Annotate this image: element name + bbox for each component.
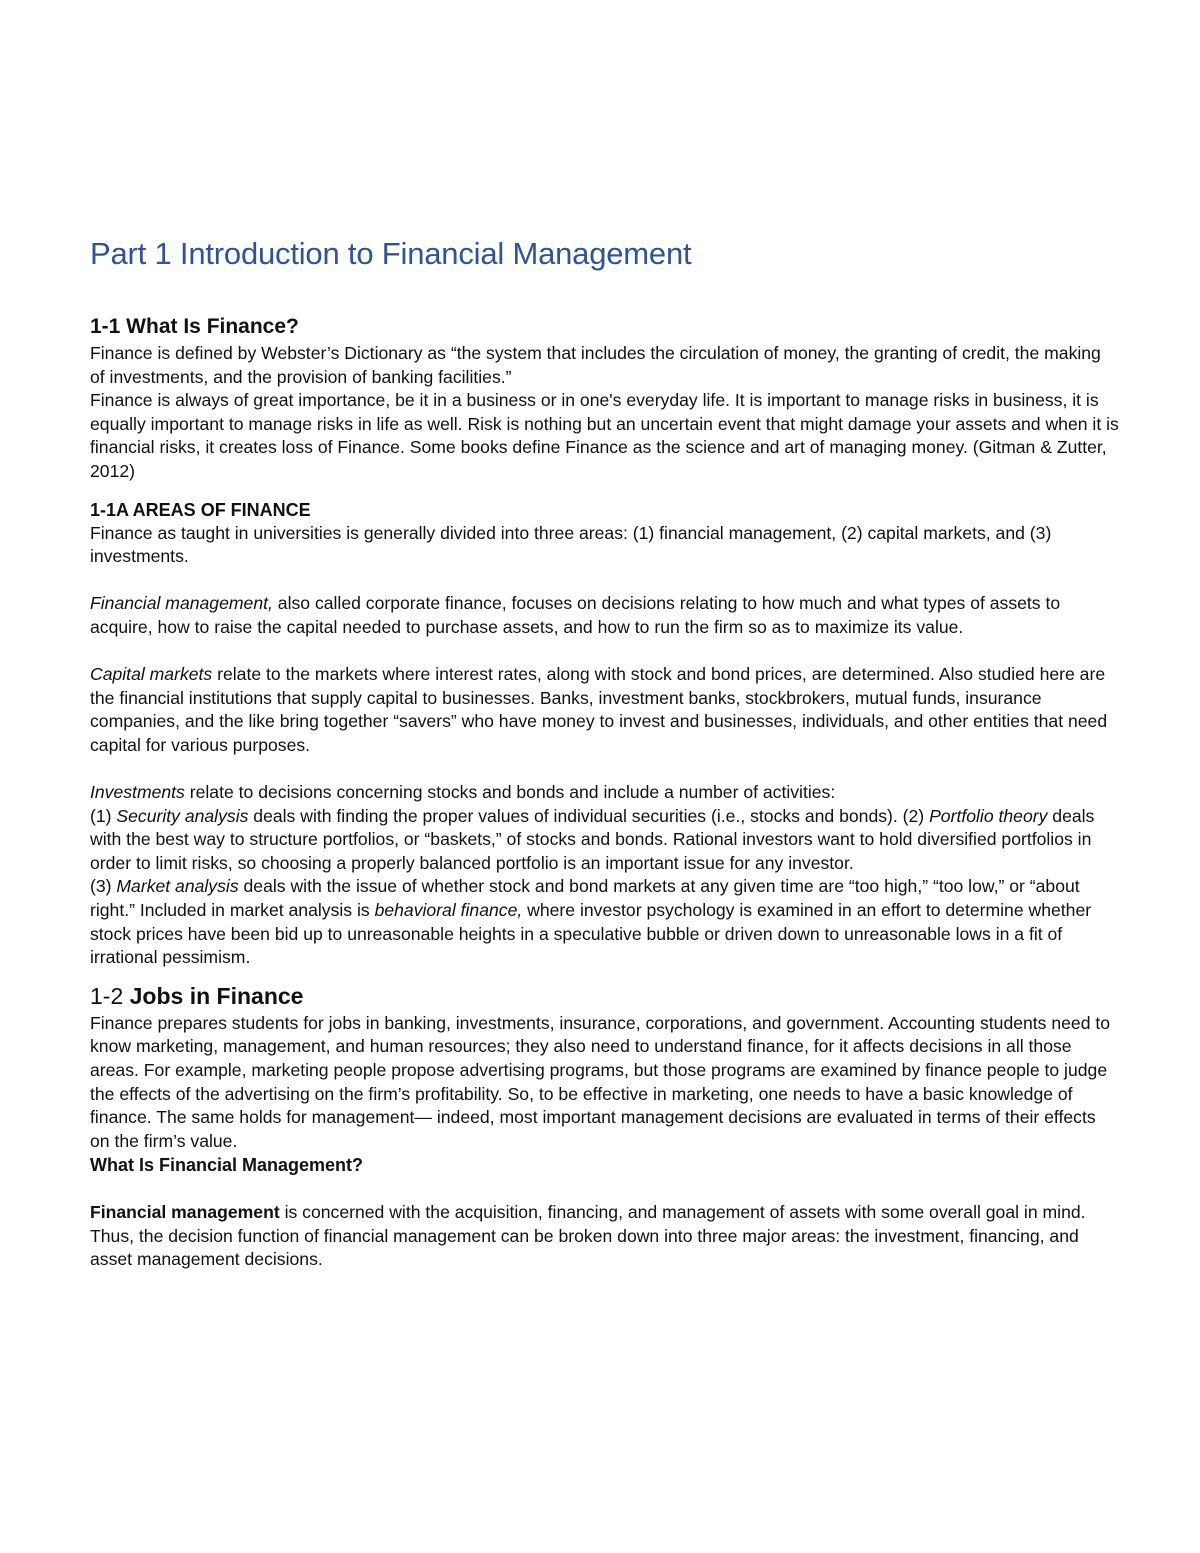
- section-jobs-in-finance: [90, 980, 1120, 1154]
- paragraph-financial-management: Financial management, also called corporate finance, focuses on decisions relating to how much and what types of assets to acquire, how to raise the capital needed to purchase assets, and how to run the firm so as to maximize its value.: [90, 593, 1061, 637]
- section-what-is-financial-management: [90, 1153, 1120, 1271]
- term-financial-management-bold: Financial management: [90, 1202, 280, 1222]
- paragraph: Finance as taught in universities is generally divided into three areas: (1) financial management, (2) capital markets, and (3) investments.: [90, 522, 1052, 567]
- term-behavioral-finance: behavioral finance,: [374, 900, 523, 921]
- subsection-heading: What Is Financial Management?: [90, 1155, 364, 1176]
- paragraph-security-analysis: (1) Security analysis deals with finding the proper values of individual securities (i.e., stocks and bonds). (2) Portfolio theory deals with the best way to structure portfolios, or “baskets,” of stocks and bonds. Rational investors want to hold diversified portfolios in order to limit risks, so choosing a properly balanced portfolio is an important issue for any investor.: [90, 805, 1095, 873]
- term-market-analysis: Market analysis: [116, 876, 239, 897]
- paragraph: Finance is always of great importance, be it in a business or in one's everyday life. It is important to manage risks in business, it is equally important to manage risks in life as well. Risk is nothing but an uncertain event that might damage your assets and when it is financial risks, it creates loss of Finance. Some books define Finance as the science and art of managing money. (Gitman & Zutter, 2012): [90, 390, 1119, 481]
- paragraph: Financial management is concerned with the acquisition, financing, and management of assets with some overall goal in mind. Thus, the decision function of financial management can be broken down into three major areas: the investment, financing, and asset management decisions.: [90, 1202, 1086, 1270]
- paragraph: Finance prepares students for jobs in banking, investments, insurance, corporations, and government. Accounting students need to know marketing, management, and human resources; they also need to understand finance, for it affects decisions in all those areas. For example, marketing people propose advertising programs, but those programs are examined by finance people to judge the effects of the advertising on the firm’s profitability. So, to be effective in marketing, one needs to have a basic knowledge of finance. The same holds for management— indeed, most important management decisions are evaluated in terms of their effects on the firm’s value.: [90, 1012, 1111, 1151]
- document-page: [90, 232, 1120, 1272]
- section-heading: 1-1 What Is Finance?: [90, 315, 299, 338]
- term-security-analysis: Security analysis: [116, 805, 249, 826]
- paragraph: Finance is defined by Webster’s Dictionary as “the system that includes the circulation of money, the granting of credit, the making of investments, and the provision of banking facilities.”: [90, 343, 1101, 387]
- term-financial-management: Financial management,: [90, 593, 273, 614]
- section-heading: 1-2 Jobs in Finance: [90, 982, 304, 1009]
- term-portfolio-theory: Portfolio theory: [929, 805, 1048, 826]
- subsection-heading: 1-1A AREAS OF FINANCE: [90, 499, 311, 520]
- part-title: Part 1 Introduction to Financial Management: [90, 236, 692, 271]
- section-what-is-finance: [90, 312, 1120, 484]
- term-investments: Investments: [90, 782, 185, 803]
- section-areas-of-finance: [90, 498, 1120, 970]
- paragraph-investments: Investments relate to decisions concerning stocks and bonds and include a number of activities:: [90, 782, 836, 803]
- term-capital-markets: Capital markets: [90, 664, 213, 685]
- paragraph-market-analysis: (3) Market analysis deals with the issue of whether stock and bond markets at any given time are “too high,” “too low,” or “about right.” Included in market analysis is behavioral finance, where investor psychology is examined in an effort to determine whether stock prices have been bid up to unreasonable heights in a speculative bubble or driven down to unreasonable lows in a fit of irrational pessimism.: [90, 876, 1092, 968]
- paragraph-capital-markets: Capital markets relate to the markets where interest rates, along with stock and bond prices, are determined. Also studied here are the financial institutions that supply capital to businesses. Banks, investment banks, stockbrokers, mutual funds, insurance companies, and the like bring together “savers” who have money to invest and businesses, individuals, and other entities that need capital for various purposes.: [90, 664, 1108, 755]
